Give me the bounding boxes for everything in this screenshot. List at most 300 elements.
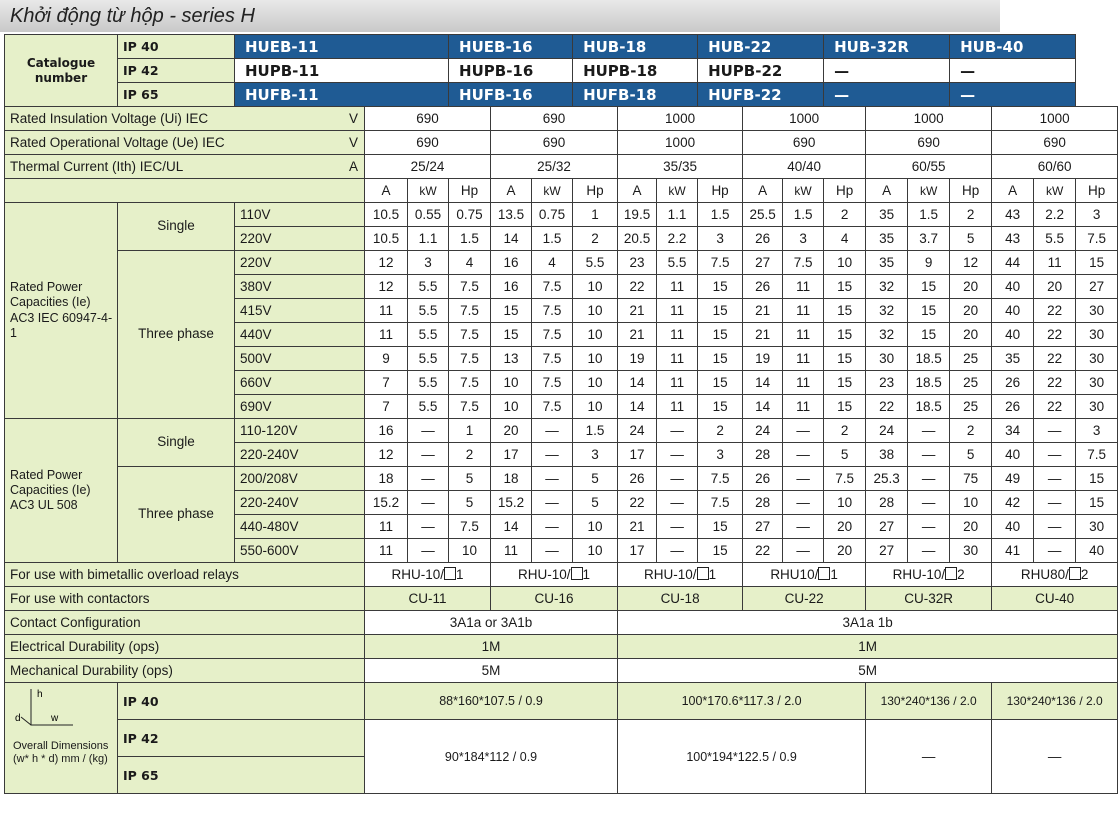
ith-value: 35/35 [618,155,743,179]
dims-value: 100*170.6*117.3 / 2.0 [618,683,866,720]
power-value: 28 [866,491,908,515]
power-value: 18.5 [908,395,950,419]
power-value: 0.75 [532,203,573,227]
power-value: 25.3 [866,467,908,491]
ue-value: 690 [365,131,491,155]
power-value: 5 [573,467,618,491]
power-value: 1.5 [698,203,743,227]
power-value: 28 [743,443,783,467]
power-value: 44 [992,251,1034,275]
power-value: 7.5 [449,323,491,347]
power-value: 26 [743,467,783,491]
power-value: 26 [992,395,1034,419]
mechanical-label: Mechanical Durability (ops) [5,659,365,683]
power-value: 40 [992,515,1034,539]
ip-label: IP 40 [118,683,365,720]
contactor-value: CU-16 [491,587,618,611]
power-value: — [783,491,824,515]
unit-header: A [491,179,532,203]
power-value: 18.5 [908,371,950,395]
power-value: 27 [743,251,783,275]
power-value: 20 [950,299,992,323]
voltage-label: 440V [235,323,365,347]
iec-power-row [5,251,1118,275]
unit-header: A [365,179,408,203]
power-value: 75 [950,467,992,491]
relay-suffix: 2 [957,567,965,582]
power-value: — [408,467,449,491]
power-value: 24 [618,419,657,443]
power-value: 11 [783,395,824,419]
power-value: — [783,419,824,443]
power-value: 11 [657,395,698,419]
power-value: 26 [743,275,783,299]
contactor-value: CU-32R [866,587,992,611]
contact_config-value: 3A1a or 3A1b [365,611,618,635]
unit-text: V [348,135,358,150]
power-value: — [657,467,698,491]
power-value: 11 [365,299,408,323]
power-value: 14 [491,227,532,251]
power-value: 15 [824,347,866,371]
power-value: 38 [866,443,908,467]
power-value: 11 [365,539,408,563]
power-value: 22 [1034,395,1076,419]
dims-value: 88*160*107.5 / 0.9 [365,683,618,720]
model-name: HUB-22 [698,35,824,59]
power-value: 25 [950,347,992,371]
axis-label: h [37,689,43,700]
model-name: HUPB-18 [573,59,698,83]
power-value: 22 [1034,299,1076,323]
power-value: 1.5 [783,203,824,227]
power-value: 15 [908,299,950,323]
ul-power-row [5,419,1118,443]
power-value: 3 [698,227,743,251]
iec-power-row [5,203,1118,227]
ui-value: 1000 [866,107,992,131]
axis-label: w [51,713,59,724]
checkbox-glyph [697,567,709,580]
power-value: 9 [365,347,408,371]
power-value: — [657,443,698,467]
unit-text: V [348,111,358,126]
power-value: 30 [1076,323,1118,347]
power-value: 10 [491,371,532,395]
power-value: 21 [618,299,657,323]
power-value: — [657,539,698,563]
model-name: HUEB-16 [449,35,573,59]
ith-value: 40/40 [743,155,866,179]
voltage-label: 200/208V [235,467,365,491]
ith-value: 60/55 [866,155,992,179]
relays-label: For use with bimetallic overload relays [5,563,365,587]
power-value: 30 [1076,515,1118,539]
power-value: — [532,467,573,491]
power-value: 16 [491,275,532,299]
units-row [5,179,1118,203]
power-value: 10 [573,395,618,419]
power-value: 10 [950,491,992,515]
contact_config-value: 3A1a 1b [618,611,1118,635]
dims-value: 130*240*136 / 2.0 [866,683,992,720]
power-value: 10 [824,491,866,515]
power-value: 3 [408,251,449,275]
relay-text: RHU-10/ [518,567,571,582]
power-value: 30 [1076,347,1118,371]
power-value: 11 [783,347,824,371]
relay-text: RHU-10/ [391,567,445,582]
relay-text: RHU-10/ [892,567,946,582]
power-value: — [908,443,950,467]
power-value: 2 [449,443,491,467]
power-value: — [783,539,824,563]
unit-header: kW [532,179,573,203]
power-value: 11 [783,299,824,323]
power-value: 0.55 [408,203,449,227]
power-value: 17 [618,539,657,563]
power-value: 22 [1034,323,1076,347]
power-value: 7.5 [1076,443,1118,467]
ui-row [5,107,1118,131]
unit-header: Hp [1076,179,1118,203]
ue-value: 690 [743,131,866,155]
contactors-label: For use with contactors [5,587,365,611]
ul-power-row [5,467,1118,491]
power-value: 11 [1034,251,1076,275]
dimension-axes-icon [13,683,93,729]
power-value: 14 [618,395,657,419]
contact_config-row [5,611,1118,635]
power-value: 10 [573,515,618,539]
power-value: — [408,443,449,467]
unit-header: kW [408,179,449,203]
voltage-label: 110-120V [235,419,365,443]
power-value: 40 [1076,539,1118,563]
ith-label [5,155,365,179]
page-header [0,0,1000,32]
ith-value: 25/32 [491,155,618,179]
power-value: 5 [950,443,992,467]
power-value: 5 [573,491,618,515]
voltage-label: 690V [235,395,365,419]
power-value: — [783,467,824,491]
voltage-label: 500V [235,347,365,371]
power-value: 15 [908,323,950,347]
voltage-label: 220-240V [235,443,365,467]
dims-label-text: Overall Dimensions (w* h * d) mm / (kg) [13,740,109,766]
ith-row [5,155,1118,179]
power-value: 27 [1076,275,1118,299]
power-value: 32 [866,299,908,323]
model-name: HUFB-16 [449,83,573,107]
power-value: 30 [1076,395,1118,419]
power-value: 15 [698,299,743,323]
power-value: 7.5 [532,323,573,347]
power-value: — [1034,515,1076,539]
power-value: 15 [908,275,950,299]
power-value: 5.5 [408,299,449,323]
power-value: 7.5 [449,395,491,419]
power-value: 1 [573,203,618,227]
power-value: 3 [783,227,824,251]
ip-label: IP 42 [118,720,365,757]
voltage-label: 220V [235,227,365,251]
model-name: — [950,59,1076,83]
power-value: — [1034,539,1076,563]
power-value: 19.5 [618,203,657,227]
power-value: 26 [743,227,783,251]
power-value: — [1034,443,1076,467]
power-value: 2 [573,227,618,251]
power-value: — [908,515,950,539]
catalogue-row [5,59,1118,83]
power-value: 5.5 [408,371,449,395]
power-value: 22 [1034,347,1076,371]
power-value: 2.2 [1034,203,1076,227]
voltage-label: 110V [235,203,365,227]
power-value: 4 [449,251,491,275]
model-name: — [824,59,950,83]
power-value: 15 [698,539,743,563]
power-value: 3 [1076,419,1118,443]
spec-table [4,34,1118,794]
power-value: 42 [992,491,1034,515]
power-value: 20 [950,275,992,299]
power-value: 7.5 [532,395,573,419]
power-value: 11 [783,275,824,299]
power-value: 1.5 [449,227,491,251]
power-value: 15.2 [365,491,408,515]
power-value: 20 [950,515,992,539]
model-name: HUEB-11 [235,35,449,59]
power-value: 15 [698,323,743,347]
power-value: 35 [866,227,908,251]
power-value: 7.5 [449,515,491,539]
power-value: 12 [365,275,408,299]
model-name: HUFB-22 [698,83,824,107]
voltage-label: 440-480V [235,515,365,539]
model-name: HUPB-11 [235,59,449,83]
power-value: 12 [365,443,408,467]
relay-suffix: 1 [830,567,838,582]
relay-value [365,563,491,587]
unit-header: kW [783,179,824,203]
power-value: 10.5 [365,227,408,251]
power-value: 20 [824,539,866,563]
power-value: 14 [743,395,783,419]
checkbox-glyph [818,567,830,580]
power-value: — [408,515,449,539]
power-value: 2 [950,203,992,227]
power-value: 16 [491,251,532,275]
power-value: 17 [618,443,657,467]
power-value: 15 [824,299,866,323]
ui-value: 1000 [618,107,743,131]
power-value: 5 [824,443,866,467]
ui-label-text: Rated Insulation Voltage (Ui) IEC [10,111,209,126]
page-title: Khởi động từ hộp - series H [10,5,255,27]
ip-label: IP 42 [118,59,235,83]
power-value: 11 [657,323,698,347]
ue-value: 690 [992,131,1118,155]
units-spacer [5,179,365,203]
power-value: 35 [866,251,908,275]
power-value: 16 [365,419,408,443]
power-value: 11 [783,323,824,347]
relay-text: RHU10/ [770,567,819,582]
power-value: 7.5 [698,467,743,491]
power-value: 7.5 [1076,227,1118,251]
voltage-label: 660V [235,371,365,395]
model-name: — [950,83,1076,107]
power-value: 7 [365,395,408,419]
power-value: 15 [698,275,743,299]
dims-value: 130*240*136 / 2.0 [992,683,1118,720]
power-value: 1 [449,419,491,443]
power-value: 7.5 [783,251,824,275]
ip-label: IP 65 [118,83,235,107]
power-value: — [532,443,573,467]
power-value: 21 [743,323,783,347]
power-value: — [657,419,698,443]
unit-header: A [743,179,783,203]
power-value: 5.5 [657,251,698,275]
power-value: — [1034,491,1076,515]
power-value: 15 [824,323,866,347]
ui-value: 690 [491,107,618,131]
power-value: 21 [618,515,657,539]
mechanical-row [5,659,1118,683]
unit-header: Hp [950,179,992,203]
power-value: 15 [1076,251,1118,275]
power-value: 18 [491,467,532,491]
power-value: 15 [1076,467,1118,491]
power-value: 15 [824,371,866,395]
power-value: — [657,515,698,539]
power-value: — [908,491,950,515]
unit-header: A [866,179,908,203]
unit-header: Hp [824,179,866,203]
power-value: 7.5 [532,299,573,323]
contactor-value: CU-18 [618,587,743,611]
ue-label [5,131,365,155]
power-value: 11 [491,539,532,563]
relay-suffix: 1 [582,567,591,582]
model-name: HUB-32R [824,35,950,59]
power-value: 11 [783,371,824,395]
power-value: 5.5 [408,347,449,371]
power-value: 22 [618,275,657,299]
electrical-value: 1M [365,635,618,659]
power-value: — [408,491,449,515]
power-value: 10 [573,275,618,299]
power-value: 15 [698,515,743,539]
power-value: 17 [491,443,532,467]
power-value: 27 [866,515,908,539]
power-value: 23 [618,251,657,275]
power-value: 5 [449,491,491,515]
relay-value [992,563,1118,587]
power-value: — [908,419,950,443]
power-value: 40 [992,323,1034,347]
power-value: 30 [950,539,992,563]
model-name: HUPB-16 [449,59,573,83]
iec-label: Rated Power Capacities (Ie) AC3 IEC 60947-4-1 [5,203,118,419]
power-value: 7.5 [532,275,573,299]
power-value: 30 [1076,371,1118,395]
power-value: 10 [573,299,618,323]
unit-header: Hp [573,179,618,203]
relay-value [491,563,618,587]
ui-label [5,107,365,131]
power-value: 43 [992,227,1034,251]
relay-suffix: 2 [1080,567,1089,582]
power-value: 20 [950,323,992,347]
power-value: 28 [743,491,783,515]
power-value: 25 [950,371,992,395]
power-value: 27 [866,539,908,563]
phase-label: Three phase [118,467,235,563]
power-value: 15 [698,395,743,419]
dims-value: 90*184*112 / 0.9 [365,720,618,794]
relay-value [866,563,992,587]
power-value: — [908,539,950,563]
power-value: 7.5 [532,371,573,395]
phase-label: Single [118,203,235,251]
dims-value: — [992,720,1118,794]
power-value: 23 [866,371,908,395]
power-value: 5 [950,227,992,251]
power-value: 11 [657,275,698,299]
ui-value: 1000 [743,107,866,131]
power-value: 1.5 [532,227,573,251]
power-value: 2 [698,419,743,443]
voltage-label: 550-600V [235,539,365,563]
power-value: 11 [657,371,698,395]
power-value: 10 [573,323,618,347]
power-value: 2.2 [657,227,698,251]
relay-text: RHU80/ [1020,567,1069,582]
power-value: 30 [1076,299,1118,323]
power-value: 25 [950,395,992,419]
unit-header: A [618,179,657,203]
power-value: 32 [866,323,908,347]
ip-label: IP 40 [118,35,235,59]
dims-value: 100*194*122.5 / 0.9 [618,720,866,794]
unit-header: kW [908,179,950,203]
power-value: 2 [824,419,866,443]
power-value: 20 [491,419,532,443]
electrical-label: Electrical Durability (ops) [5,635,365,659]
ip-label: IP 65 [118,757,365,794]
unit-header: kW [657,179,698,203]
dims-label [5,683,118,794]
voltage-label: 415V [235,299,365,323]
power-value: 5.5 [408,275,449,299]
ith-label-text: Thermal Current (Ith) IEC/UL [10,159,184,174]
power-value: 22 [743,539,783,563]
power-value: — [532,491,573,515]
power-value: 19 [743,347,783,371]
power-value: 40 [992,299,1034,323]
power-value: 15 [824,275,866,299]
power-value: 7.5 [449,347,491,371]
checkbox-glyph [444,567,456,580]
ui-value: 1000 [992,107,1118,131]
relay-suffix: 1 [456,567,464,582]
dims-row-ip42 [5,720,1118,757]
